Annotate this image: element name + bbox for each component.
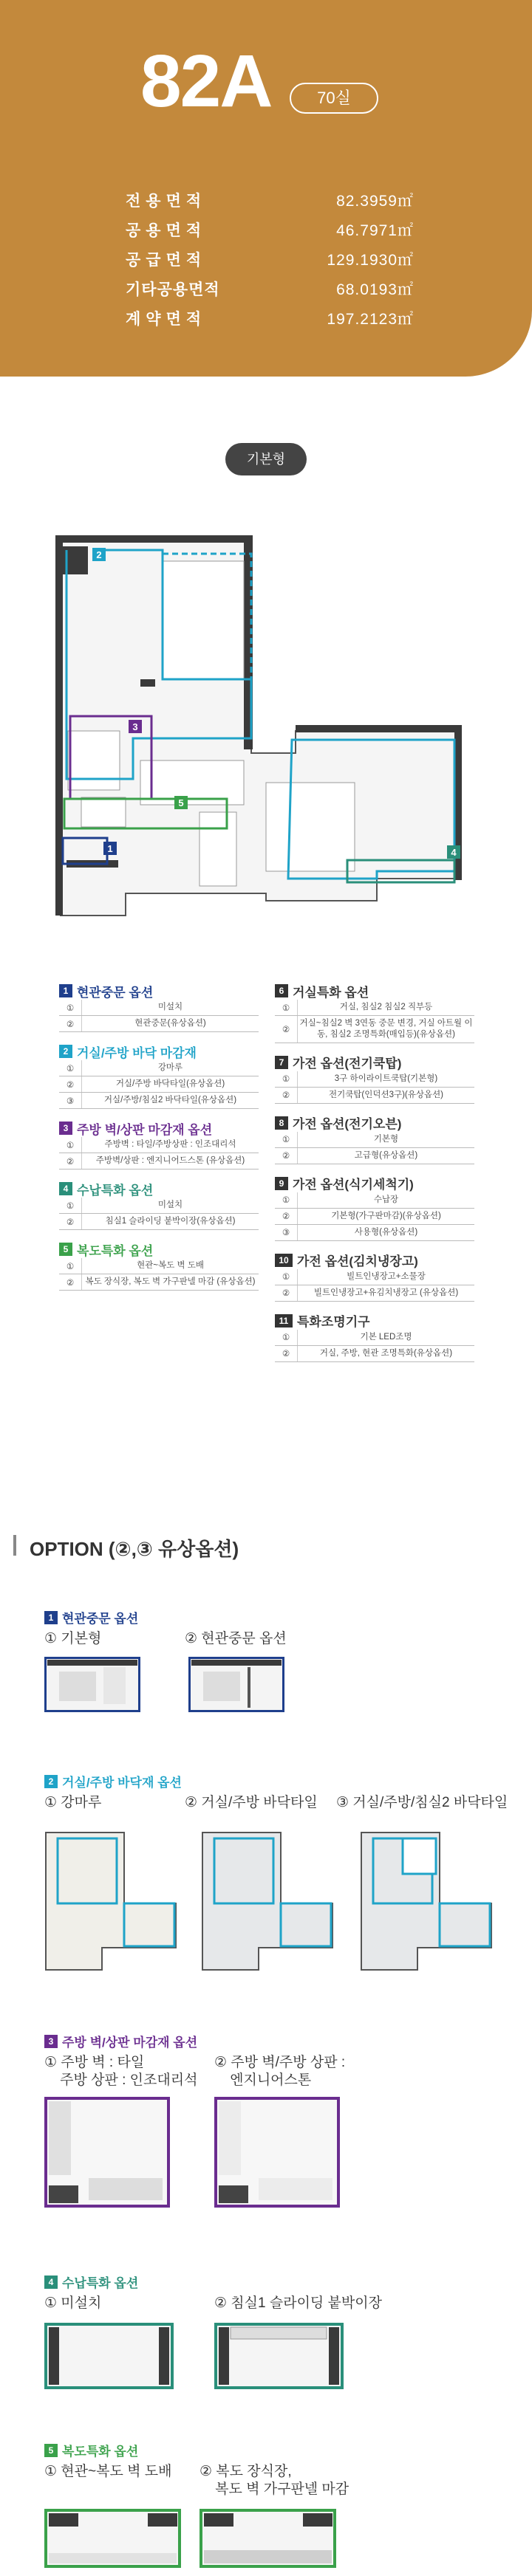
spec-row (126, 278, 414, 304)
option-label: ② 침실1 슬라이딩 붙박이장 (214, 2295, 382, 2311)
option-thumbnail[interactable] (200, 1830, 336, 1977)
legend-group (59, 1119, 259, 1169)
marker-4-label: 4 (451, 847, 457, 858)
option-label: ② 주방 벽/주방 상판 : 엔지니어스톤 (214, 2055, 346, 2088)
legend-row-text: 거실/주방/침실2 바닥타일(유상옵션) (81, 1093, 259, 1108)
legend-number: 7 (275, 1056, 288, 1069)
option-legend-left (59, 982, 259, 1301)
basic-view-button[interactable]: 기본형 (225, 443, 307, 475)
legend-row (275, 1016, 474, 1043)
legend-title-text: 거실/주방 바닥 마감재 (77, 1045, 197, 1060)
legend-row-text: 강마루 (81, 1060, 259, 1076)
spec-value: 82.3959㎡ (336, 193, 414, 210)
option-label: ① 주방 벽 : 타일 주방 상판 : 인조대리석 (44, 2055, 198, 2088)
spec-row (126, 307, 414, 334)
legend-group-title (275, 1114, 474, 1132)
legend-row (275, 1132, 474, 1148)
legend-row (59, 1060, 259, 1076)
legend-row (59, 1274, 259, 1291)
legend-row-number: ② (282, 1289, 290, 1299)
legend-title-text: 가전 옵션(전기오븐) (293, 1117, 402, 1132)
heading-bar (13, 1535, 16, 1556)
legend-row-text: 사용형(유상옵션) (297, 1225, 474, 1240)
option-section-title (44, 2273, 138, 2291)
legend-row-text: 거실, 침실2 침실2 직부등 (297, 1000, 474, 1015)
spec-label: 전용면적 (126, 193, 207, 210)
legend-title-text: 가전 옵션(김치냉장고) (297, 1254, 418, 1269)
legend-row-text: 빌트인냉장고+유김치냉장고 (유상옵션) (297, 1285, 474, 1301)
legend-number: 1 (59, 984, 72, 997)
section-number: 3 (44, 2035, 58, 2048)
legend-row-number: ① (66, 1064, 75, 1074)
legend-row-text: 기본 LED조명 (297, 1330, 474, 1345)
legend-row-number: ① (282, 1273, 290, 1282)
legend-row (59, 1214, 259, 1230)
option-thumbnail[interactable] (44, 2509, 181, 2568)
option-label: ② 거실/주방 바닥타일 (185, 1795, 318, 1810)
option-label: ① 미설치 (44, 2295, 102, 2311)
legend-row-text: 현관~복도 벽 도배 (81, 1258, 259, 1274)
legend-group-title (275, 1054, 474, 1071)
spec-row (126, 189, 414, 216)
option-legend-right (275, 982, 474, 1373)
option-thumbnail[interactable] (43, 1830, 180, 1977)
legend-group (275, 1054, 474, 1104)
legend-row (59, 1198, 259, 1214)
section-title-text: 현관중문 옵션 (62, 1612, 139, 1626)
floor-plan (52, 532, 488, 923)
legend-row-number: ① (66, 1003, 75, 1013)
legend-group-title (59, 1240, 259, 1258)
legend-row (59, 1016, 259, 1032)
legend-number: 11 (275, 1314, 293, 1328)
legend-row-text: 주방벽 : 타일/주방상판 : 인조대리석 (81, 1137, 259, 1153)
legend-row-number: ② (282, 1152, 290, 1161)
legend-row-number: ① (66, 1201, 75, 1211)
legend-title-text: 거실특화 옵션 (293, 985, 369, 1000)
legend-row-number: ③ (66, 1096, 75, 1106)
legend-row-number: ② (282, 1212, 290, 1222)
marker-5-label: 5 (178, 797, 184, 808)
legend-row-number: ② (66, 1278, 75, 1288)
legend-row (275, 1000, 474, 1016)
legend-group (59, 982, 259, 1032)
legend-row-text: 미설치 (81, 1198, 259, 1213)
legend-row-text: 전기쿡탑(인덕션3구)(유상옵션) (297, 1088, 474, 1103)
legend-row-text: 침실1 슬라이딩 붙박이장(유상옵션) (81, 1214, 259, 1229)
option-label: ① 기본형 (44, 1631, 102, 1646)
legend-row-number: ③ (282, 1229, 290, 1238)
legend-number: 9 (275, 1177, 288, 1190)
section-number: 2 (44, 1775, 58, 1788)
legend-row (59, 1093, 259, 1109)
legend-row (59, 1000, 259, 1016)
marker-2-label: 2 (96, 549, 102, 560)
legend-group-title (59, 1180, 259, 1198)
option-label: ② 복도 장식장, 복도 벽 가구판넬 마감 (200, 2464, 349, 2497)
legend-row-text: 3구 하이라이트쿡탑(기본형) (297, 1071, 474, 1087)
legend-row-text: 거실, 주방, 현관 조명특화(유상옵션) (297, 1346, 474, 1361)
legend-row (275, 1088, 474, 1104)
legend-row-number: ② (282, 1350, 290, 1359)
option-thumbnail[interactable] (44, 2097, 170, 2208)
spec-value: 129.1930㎡ (327, 252, 414, 269)
legend-row (59, 1258, 259, 1274)
legend-row-number: ① (282, 1196, 290, 1206)
legend-title-text: 주방 벽/상판 마감재 옵션 (77, 1122, 213, 1137)
legend-row-text: 현관중문(유상옵션) (81, 1016, 259, 1031)
legend-group (275, 1175, 474, 1241)
legend-number: 5 (59, 1243, 72, 1256)
legend-row-text: 기본형(가구판마감)(유상옵션) (297, 1209, 474, 1224)
section-number: 4 (44, 2276, 58, 2289)
legend-row (275, 1192, 474, 1209)
section-number: 5 (44, 2444, 58, 2457)
legend-row (59, 1137, 259, 1153)
option-heading: OPTION (②,③ 유상옵션) (30, 1538, 239, 1560)
unit-type-title: 82A (140, 40, 272, 123)
legend-row-text: 미설치 (81, 1000, 259, 1015)
legend-group (59, 1240, 259, 1291)
legend-number: 8 (275, 1116, 288, 1130)
legend-title-text: 수납특화 옵션 (77, 1183, 154, 1198)
legend-number: 6 (275, 984, 288, 997)
legend-group-title (59, 982, 259, 1000)
spec-row (126, 248, 414, 275)
spec-label: 기타공용면적 (126, 281, 220, 298)
option-thumbnail[interactable] (214, 2323, 344, 2389)
legend-row (275, 1148, 474, 1164)
section-title-text: 주방 벽/상판 마감재 옵션 (62, 2036, 198, 2050)
option-label: ③ 거실/주방/침실2 바닥타일 (336, 1795, 508, 1810)
legend-row (275, 1285, 474, 1302)
legend-row-number: ① (66, 1262, 75, 1271)
legend-row-number: ① (66, 1141, 75, 1150)
option-thumbnail[interactable] (214, 2097, 340, 2208)
legend-group-title (275, 1175, 474, 1192)
legend-row-text: 복도 장식장, 복도 벽 가구판넬 마감 (유상옵션) (81, 1274, 259, 1290)
legend-row-number: ② (66, 1080, 75, 1090)
option-section-title (44, 2032, 197, 2050)
legend-number: 4 (59, 1182, 72, 1195)
legend-number: 10 (275, 1254, 293, 1267)
legend-group-title (275, 1251, 474, 1269)
legend-row-number: ① (282, 1003, 290, 1013)
option-section-title (44, 2441, 138, 2459)
spec-row (126, 219, 414, 245)
legend-row (275, 1330, 474, 1346)
option-label: ① 강마루 (44, 1795, 102, 1810)
section-number: 1 (44, 1611, 58, 1624)
spec-value: 68.0193㎡ (336, 281, 414, 298)
section-title-text: 복도특화 옵션 (62, 2445, 139, 2459)
legend-group-title (59, 1043, 259, 1060)
option-label: ① 현관~복도 벽 도배 (44, 2464, 172, 2479)
legend-row-number: ① (282, 1333, 290, 1343)
legend-row (275, 1071, 474, 1088)
legend-row (59, 1076, 259, 1093)
legend-row-number: ② (282, 1091, 290, 1101)
legend-row (275, 1346, 474, 1362)
option-section-title (44, 1772, 182, 1790)
unit-count-badge: 70실 (290, 83, 378, 114)
legend-title-text: 복도특화 옵션 (77, 1243, 154, 1258)
option-thumbnail[interactable] (188, 1657, 284, 1712)
legend-group-title (275, 982, 474, 1000)
legend-number: 3 (59, 1122, 72, 1135)
legend-group (275, 1251, 474, 1302)
legend-group-title (275, 1312, 474, 1330)
section-title-text: 거실/주방 바닥재 옵션 (62, 1776, 182, 1790)
legend-row-text: 빌트인냉장고+소물장 (297, 1269, 474, 1285)
legend-row (275, 1209, 474, 1225)
spec-label: 공용면적 (126, 222, 207, 239)
legend-row-number: ① (282, 1136, 290, 1145)
option-section-title (44, 1608, 138, 1627)
legend-row-text: 수납장 (297, 1192, 474, 1208)
spec-label: 계약면적 (126, 311, 207, 328)
legend-group (59, 1180, 259, 1230)
section-title-text: 수납특화 옵션 (62, 2276, 139, 2290)
legend-row-number: ① (282, 1075, 290, 1085)
legend-title-text: 현관중문 옵션 (77, 985, 154, 1000)
legend-group (275, 1312, 474, 1362)
legend-title-text: 가전 옵션(전기쿡탑) (293, 1057, 402, 1071)
type-header (0, 0, 532, 377)
legend-row-text: 고급형(유상옵션) (297, 1148, 474, 1164)
option-thumbnail[interactable] (358, 1830, 495, 1977)
marker-1-label: 1 (107, 843, 113, 854)
option-thumbnail[interactable] (44, 1657, 140, 1712)
legend-row (275, 1269, 474, 1285)
option-thumbnail[interactable] (200, 2509, 336, 2568)
legend-row (275, 1225, 474, 1241)
legend-title-text: 가전 옵션(식기세척기) (293, 1178, 414, 1192)
legend-number: 2 (59, 1045, 72, 1058)
legend-group (275, 1114, 474, 1164)
legend-group-title (59, 1119, 259, 1137)
legend-row (59, 1153, 259, 1169)
option-label: ② 현관중문 옵션 (185, 1631, 287, 1646)
legend-row-text: 주방벽/상판 : 엔지니어드스톤 (유상옵션) (81, 1153, 259, 1169)
legend-group (59, 1043, 259, 1109)
spec-value: 197.2123㎡ (327, 311, 414, 328)
legend-row-number: ② (282, 1025, 290, 1034)
legend-row-text: 기본형 (297, 1132, 474, 1147)
option-thumbnail[interactable] (44, 2323, 174, 2389)
legend-row-text: 거실/주방 바닥타일(유상옵션) (81, 1076, 259, 1092)
spec-label: 공급면적 (126, 252, 207, 269)
legend-row-number: ② (66, 1217, 75, 1227)
spec-value: 46.7971㎡ (336, 222, 414, 239)
legend-title-text: 특화조명기구 (297, 1315, 370, 1330)
legend-row-number: ② (66, 1157, 75, 1167)
marker-3-label: 3 (132, 721, 138, 732)
legend-row-text: 거실~침실2 벽 3연동 중문 변경, 거실 아트월 이동, 침실2 조명특화(매입등)(유상옵션) (297, 1016, 474, 1043)
legend-group (275, 982, 474, 1043)
legend-row-number: ② (66, 1020, 75, 1029)
